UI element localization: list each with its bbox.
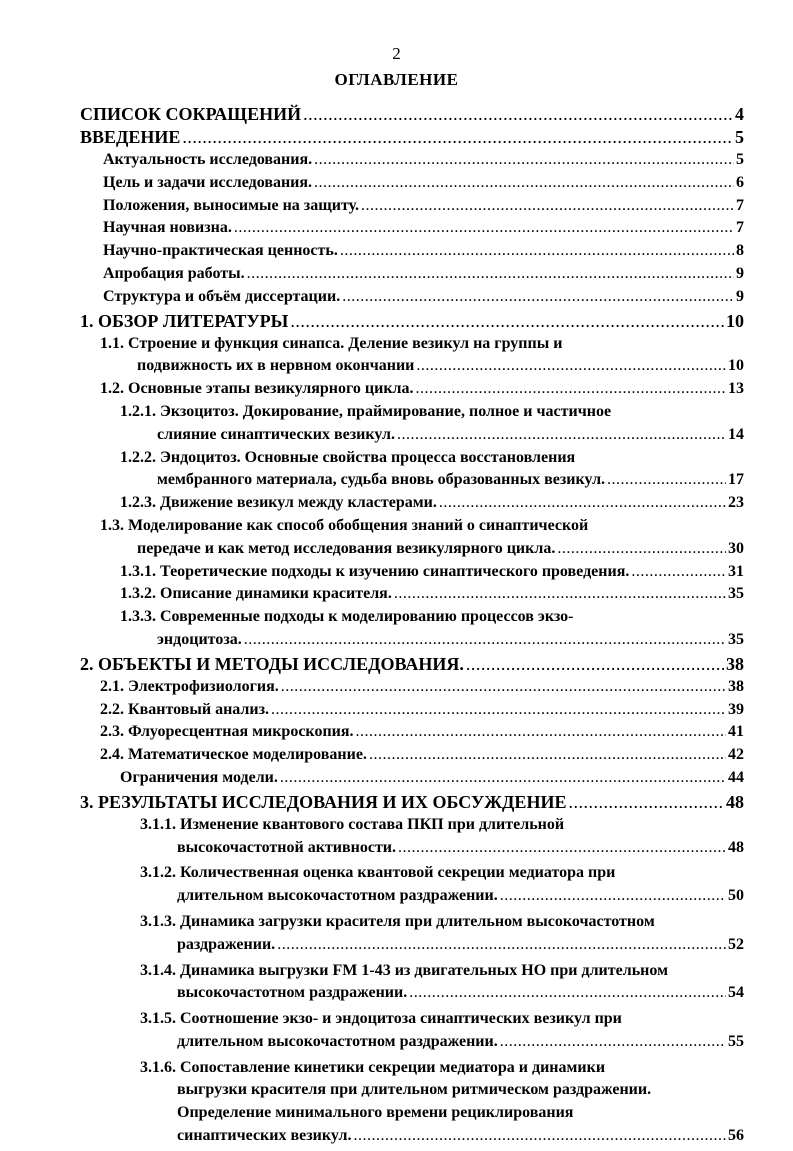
toc-entry[interactable] — [140, 1008, 744, 1054]
toc-leader-dots — [182, 126, 733, 148]
toc-entry-title: 1.2.1. Экзоцитоз. Докирование, праймирование, полное и частичное — [120, 402, 612, 420]
toc-entry-title: высокочастотном раздражении. — [177, 984, 408, 1002]
toc-entry[interactable] — [140, 814, 744, 860]
toc-entry-title: 2.2. Квантовый анализ. — [100, 700, 270, 718]
toc-leader-dots — [397, 424, 726, 447]
toc-entry-title: мембранного материала, судьба вновь образованных везикул. — [157, 471, 606, 489]
toc-page-number: 42 — [728, 746, 744, 764]
toc-entry[interactable] — [103, 286, 744, 309]
toc-entry-title: 2.4. Математическое моделирование. — [100, 746, 367, 764]
toc-page-number: 13 — [728, 380, 744, 398]
toc-page-number: 56 — [728, 1127, 744, 1145]
toc-leader-dots — [394, 583, 726, 606]
toc-entry-title: 3.1.1. Изменение квантового состава ПКП при длительной — [140, 815, 565, 833]
toc-page-number: 55 — [728, 1032, 744, 1050]
toc-page-number: 5 — [736, 151, 744, 168]
toc-page-number: 5 — [735, 127, 744, 147]
toc-entry-title: 1.3.2. Описание динамики красителя. — [120, 585, 392, 603]
toc-entry[interactable] — [120, 401, 744, 447]
toc-leader-dots — [416, 378, 726, 401]
toc-leader-dots — [280, 767, 726, 790]
toc-leader-dots — [361, 195, 734, 218]
toc-page-number: 39 — [728, 700, 744, 718]
toc-entry-title: раздражении. — [177, 935, 276, 953]
toc-entry-title: выгрузки красителя при длительном ритмическом раздражении. — [177, 1081, 652, 1099]
toc-entry-title: Структура и объём диссертации. — [103, 287, 341, 305]
toc-leader-dots — [568, 791, 724, 813]
toc-page-number: 7 — [736, 196, 744, 214]
toc-leader-dots — [500, 885, 726, 908]
toc-entry[interactable] — [80, 653, 744, 675]
toc-entry-title: 1.3.1. Теоретические подходы к изучению синаптического проведения. — [120, 562, 630, 580]
toc-entry-title: Положения, выносимые на защиту. — [103, 196, 359, 214]
toc-page-number: 4 — [735, 104, 744, 124]
toc-entry-title: ВВЕДЕНИЕ — [80, 127, 181, 147]
toc-entry[interactable] — [100, 378, 744, 401]
toc-leader-dots — [290, 310, 724, 332]
toc-page-number: 9 — [736, 287, 744, 305]
toc-entry-title: 2. ОБЪЕКТЫ И МЕТОДЫ ИССЛЕДОВАНИЯ. — [80, 653, 464, 674]
toc-entry-title: эндоцитоза. — [157, 630, 242, 648]
page-title: ОГЛАВЛЕНИЕ — [334, 70, 459, 89]
toc-entry[interactable] — [103, 240, 744, 263]
toc-entry[interactable] — [100, 721, 744, 744]
toc-page-number: 48 — [728, 838, 744, 856]
toc-entry[interactable] — [120, 561, 744, 584]
toc-page-number: 35 — [728, 585, 744, 603]
toc-entry[interactable] — [100, 333, 744, 379]
toc-entry-title: 3.1.5. Соотношение экзо- и эндоцитоза синаптических везикул при — [140, 1010, 622, 1028]
toc-entry-title: Определение минимального времени рециклирования — [177, 1104, 574, 1122]
toc-entry[interactable] — [100, 744, 744, 767]
toc-leader-dots — [340, 240, 734, 263]
toc-page-number: 17 — [728, 471, 744, 489]
toc-entry[interactable] — [140, 1057, 744, 1148]
toc-leader-dots — [277, 934, 726, 957]
toc-leader-dots — [247, 263, 734, 286]
toc-leader-dots — [416, 355, 726, 378]
toc-leader-dots — [631, 561, 726, 584]
toc-leader-dots — [356, 721, 726, 744]
toc-leader-dots — [303, 103, 733, 125]
toc-leader-dots — [281, 676, 726, 699]
toc-page-number: 52 — [728, 935, 744, 953]
toc-leader-dots — [409, 982, 726, 1005]
toc-entry-title: 3.1.6. Сопоставление кинетики секреции медиатора и динамики — [140, 1058, 606, 1076]
toc-entry[interactable] — [103, 217, 744, 240]
toc-entry[interactable] — [120, 767, 744, 790]
toc-entry-title: передаче и как метод исследования везикулярного цикла. — [137, 539, 556, 557]
toc-entry-title: слияние синаптических везикул. — [157, 425, 395, 443]
toc-entry[interactable] — [103, 263, 744, 286]
toc-leader-dots — [244, 629, 726, 652]
toc-leader-dots — [500, 1031, 726, 1054]
toc-leader-dots — [353, 1125, 726, 1148]
toc-entry-title: Научная новизна. — [103, 219, 232, 237]
toc-leader-dots — [607, 469, 726, 492]
toc-entry[interactable] — [120, 492, 744, 515]
toc-entry[interactable] — [100, 699, 744, 722]
toc-page-number: 54 — [728, 984, 744, 1002]
toc-page-number: 31 — [728, 562, 744, 580]
toc-entry-title: Цель и задачи исследования. — [103, 173, 313, 191]
toc-entry-title: 1. ОБЗОР ЛИТЕРАТУРЫ — [80, 310, 289, 331]
toc-entry[interactable] — [100, 515, 744, 561]
toc-entry-title: 1.3.3. Современные подходы к моделированию процессов экзо- — [120, 608, 574, 626]
toc-leader-dots — [234, 217, 734, 240]
toc-page-number: 10 — [728, 357, 744, 375]
toc-page-number: 38 — [726, 653, 744, 674]
toc-entry-title: 1.2.3. Движение везикул между кластерами. — [120, 494, 437, 512]
toc-entry-title: 1.2.2. Эндоцитоз. Основные свойства процесса восстановления — [120, 448, 576, 466]
toc-entry-title: 1.2. Основные этапы везикулярного цикла. — [100, 380, 414, 398]
toc-page-number: 48 — [726, 791, 744, 812]
toc-page-number: 30 — [728, 539, 744, 557]
table-of-contents — [80, 102, 744, 1151]
toc-entry[interactable] — [103, 172, 744, 195]
toc-page-number: 44 — [728, 768, 744, 786]
toc-entry-title: длительном высокочастотном раздражении. — [177, 887, 498, 905]
toc-entry-title: Ограничения модели. — [120, 768, 278, 786]
toc-entry-title: высокочастотной активности. — [177, 838, 397, 856]
toc-page-number: 8 — [736, 242, 744, 260]
toc-entry[interactable] — [120, 447, 744, 493]
toc-page-number: 9 — [736, 264, 744, 282]
toc-entry[interactable] — [140, 862, 744, 908]
toc-entry-title: 2.1. Электрофизиология. — [100, 677, 279, 695]
toc-entry-title: Апробация работы. — [103, 264, 245, 282]
toc-page-number: 35 — [728, 630, 744, 648]
toc-entry[interactable] — [140, 911, 744, 957]
toc-entry[interactable] — [103, 195, 744, 218]
toc-entry-title: 3. РЕЗУЛЬТАТЫ ИССЛЕДОВАНИЯ И ИХ ОБСУЖДЕНИЕ — [80, 791, 567, 812]
toc-page-number: 41 — [728, 723, 744, 741]
toc-entry-title: 3.1.3. Динамика загрузки красителя при длительном высокочастотном — [140, 912, 655, 930]
toc-leader-dots — [314, 149, 734, 172]
toc-entry[interactable] — [80, 791, 744, 813]
toc-entry[interactable] — [120, 606, 744, 652]
toc-leader-dots — [557, 538, 726, 561]
toc-entry-title: 1.1. Строение и функция синапса. Деление везикул на группы и — [100, 334, 563, 352]
toc-entry-title: 3.1.2. Количественная оценка квантовой секреции медиатора при — [140, 864, 616, 882]
toc-page-number: 10 — [726, 310, 744, 331]
toc-page-number: 6 — [736, 173, 744, 191]
toc-leader-dots — [314, 172, 734, 195]
toc-entry-title: Научно-практическая ценность. — [103, 242, 338, 260]
toc-entry[interactable] — [100, 676, 744, 699]
toc-leader-dots — [342, 286, 734, 309]
toc-entry-title: Актуальность исследования. — [103, 151, 313, 168]
toc-entry-title: 3.1.4. Динамика выгрузки FM 1-43 из двигательных НО при длительном — [140, 961, 668, 979]
toc-entry-title: 1.3. Моделирование как способ обобщения знаний о синаптической — [100, 516, 589, 534]
toc-page-number: 14 — [728, 425, 744, 443]
toc-leader-dots — [369, 744, 726, 767]
toc-entry[interactable] — [120, 583, 744, 606]
toc-entry[interactable] — [80, 310, 744, 332]
toc-entry[interactable] — [103, 149, 744, 172]
toc-entry-title: длительном высокочастотном раздражении. — [177, 1032, 498, 1050]
toc-leader-dots — [466, 653, 724, 675]
toc-page-number: 7 — [736, 219, 744, 237]
toc-leader-dots — [271, 699, 726, 722]
toc-page-number: 50 — [728, 887, 744, 905]
toc-page-number: 23 — [728, 494, 744, 512]
toc-entry-title: 2.3. Флуоресцентная микроскопия. — [100, 723, 354, 741]
toc-leader-dots — [398, 837, 726, 860]
toc-page-number: 38 — [728, 677, 744, 695]
toc-entry[interactable] — [140, 960, 744, 1006]
toc-entry-title: подвижность их в нервном окончании — [137, 357, 415, 375]
toc-leader-dots — [439, 492, 726, 515]
toc-entry-title: СПИСОК СОКРАЩЕНИЙ — [80, 104, 302, 124]
toc-entry[interactable] — [80, 103, 744, 125]
toc-entry-title: синаптических везикул. — [177, 1127, 352, 1145]
page-number: 2 — [392, 44, 401, 63]
toc-entry[interactable] — [80, 126, 744, 148]
